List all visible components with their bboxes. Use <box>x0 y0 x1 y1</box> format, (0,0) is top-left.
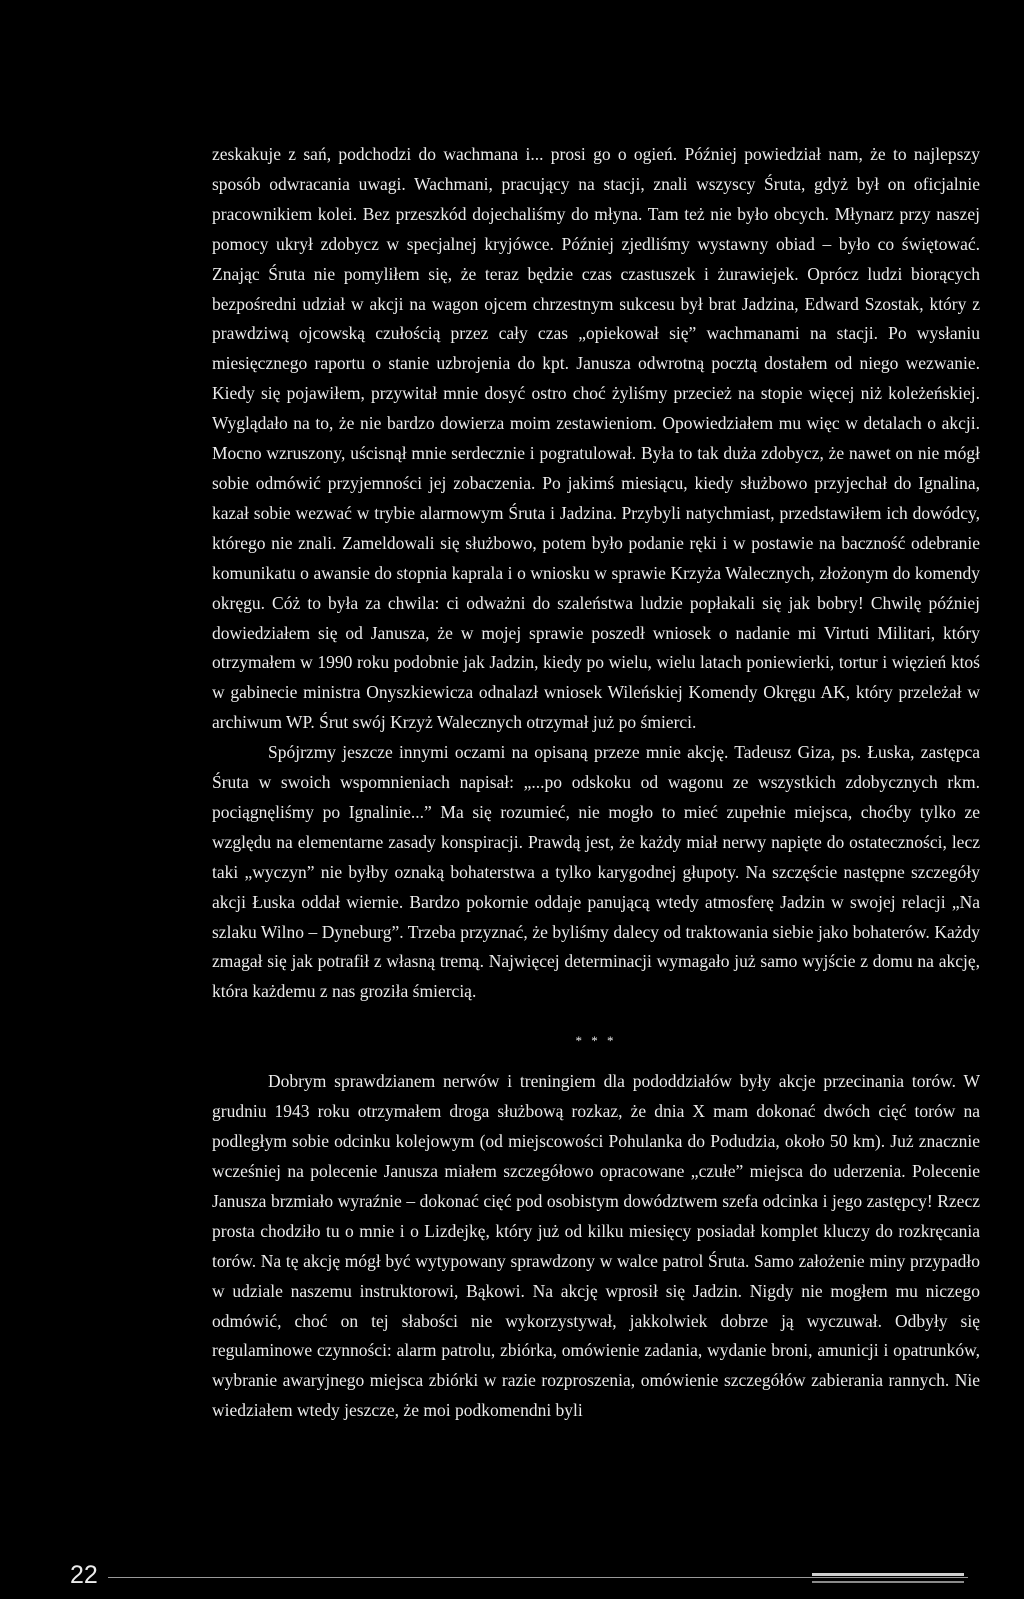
footer-rule <box>108 1577 968 1578</box>
page-number: 22 <box>70 1561 98 1589</box>
footer-mark <box>812 1573 964 1576</box>
paragraph-1: zeskakuje z sań, podchodzi do wachmana i... prosi go o ogień. Później powiedział nam, że to najlepszy sposób odwracania uwagi. Wachmani, pracujący na stacji, znali wszyscy Śruta, gdyż był on oficjalnie pracownikiem kolei. Bez przeszkód dojechaliśmy do młyna. Tam też nie było obcych. Młynarz przy naszej pomocy ukrył zdobycz w specjalnej kryjówce. Później zjedliśmy wystawny obiad – było co świętować. Znając Śruta nie pomyliłem się, że teraz będzie czas czastuszek i żurawiejek. Oprócz ludzi biorących bezpośredni udział w akcji na wagon ojcem chrzestnym sukcesu był brat Jadzina, Edward Szostak, który z prawdziwą ojcowską czułością przez cały czas „opiekował się” wachmanami na stacji. Po wysłaniu miesięcznego raportu o stanie uzbrojenia do kpt. Janusza odwrotną pocztą dostałem od niego wezwanie. Kiedy się pojawiłem, przywitał mnie dosyć ostro choć żyliśmy przecież na stopie więcej niż koleżeńskiej. Wyglądało na to, że nie bardzo dowierza moim zestawieniom. Opowiedziałem mu więc w detalach o akcji. Mocno wzruszony, uścisnął mnie serdecznie i pogratulował. Była to tak duża zdobycz, że nawet on nie mógł sobie odmówić przyjemności jej zobaczenia. Po jakimś miesiącu, kiedy służbowo przyjechał do Ignalina, kazał sobie wezwać w trybie alarmowym Śruta i Jadzina. Przybyli natychmiast, przedstawiłem ich dowódcy, którego nie znali. Zameldowali się służbowo, potem było podanie ręki i w postawie na baczność odebranie komunikatu o awansie do stopnia kaprala i o wniosku w sprawie Krzyża Walecznych, złożonym do komendy okręgu. Cóż to była za chwila: ci odważni do szaleństwa ludzie popłakali się jak bobry! Chwilę później dowiedziałem się od Janusza, że w mojej sprawie poszedł wniosek o nadanie mi Virtuti Militari, który otrzymałem w 1990 roku podobnie jak Jadzin, kiedy po wielu, wielu latach poniewierki, tortur i więzień ktoś w gabinecie ministra Onyszkiewicza odnalazł wniosek Wileńskiej Komendy Okręgu AK, który przeleżał w archiwum WP. Śrut swój Krzyż Walecznych otrzymał już po śmierci. <box>212 144 980 733</box>
page-body <box>212 140 980 1426</box>
section-separator: * * * <box>575 1033 617 1049</box>
footer-mark-lower <box>812 1581 964 1583</box>
paragraph-2: Spójrzmy jeszcze innymi oczami na opisaną przeze mnie akcję. Tadeusz Giza, ps. Łuska, zastępca Śruta w swoich wspomnieniach napisał: „...po odskoku od wagonu ze wszystkich zdobycznych rkm. pociągnęliśmy po Ignalinie...” Ma się rozumieć, nie mogło to mieć zupełnie miejsca, choćby tylko ze względu na elementarne zasady konspiracji. Prawdą jest, że każdy miał nerwy napięte do ostateczności, lecz taki „wyczyn” nie byłby oznaką bohaterstwa a tylko karygodnej głupoty. Na szczęście następne szczegóły akcji Łuska oddał wiernie. Bardzo pokornie oddaje panującą wtedy atmosferę Jadzin w swojej relacji „Na szlaku Wilno – Dyneburg”. Trzeba przyznać, że byliśmy dalecy od traktowania siebie jako bohaterów. Każdy zmagał się jak potrafił z własną tremą. Najwięcej determinacji wymagało już samo wyjście z domu na akcję, która każdemu z nas groziła śmiercią. <box>212 742 980 1002</box>
paragraph-3: Dobrym sprawdzianem nerwów i treningiem dla pododdziałów były akcje przecinania torów. W grudniu 1943 roku otrzymałem droga służbową rozkaz, że dnia X mam dokonać dwóch cięć torów na podległym sobie odcinku kolejowym (od miejscowości Pohulanka do Podudzia, około 50 km). Już znacznie wcześniej na polecenie Janusza miałem szczegółowo opracowane „czułe” miejsca do uderzenia. Polecenie Janusza brzmiało wyraźnie – dokonać cięć pod osobistym dowództwem szefa odcinka i jego zastępcy! Rzecz prosta chodziło tu o mnie i o Lizdejkę, który już od kilku miesięcy posiadał komplet kluczy do rozkręcania torów. Na tę akcję mógł być wytypowany sprawdzony w walce patrol Śruta. Samo założenie miny przypadło w udziale naszemu instruktorowi, Bąkowi. Na akcję wprosił się Jadzin. Nigdy nie mogłem mu niczego odmówić, choć on tej słabości nie wykorzystywał, jakkolwiek dobrze ją wyczuwał. Odbyły się regulaminowe czynności: alarm patrolu, zbiórka, omówienie zadania, wydanie broni, amunicji i opatrunków, wybranie awaryjnego miejsca zbiórki w razie rozproszenia, omówienie szczegółów zabierania rannych. Nie wiedziałem wtedy jeszcze, że moi podkomendni byli <box>212 1071 980 1421</box>
